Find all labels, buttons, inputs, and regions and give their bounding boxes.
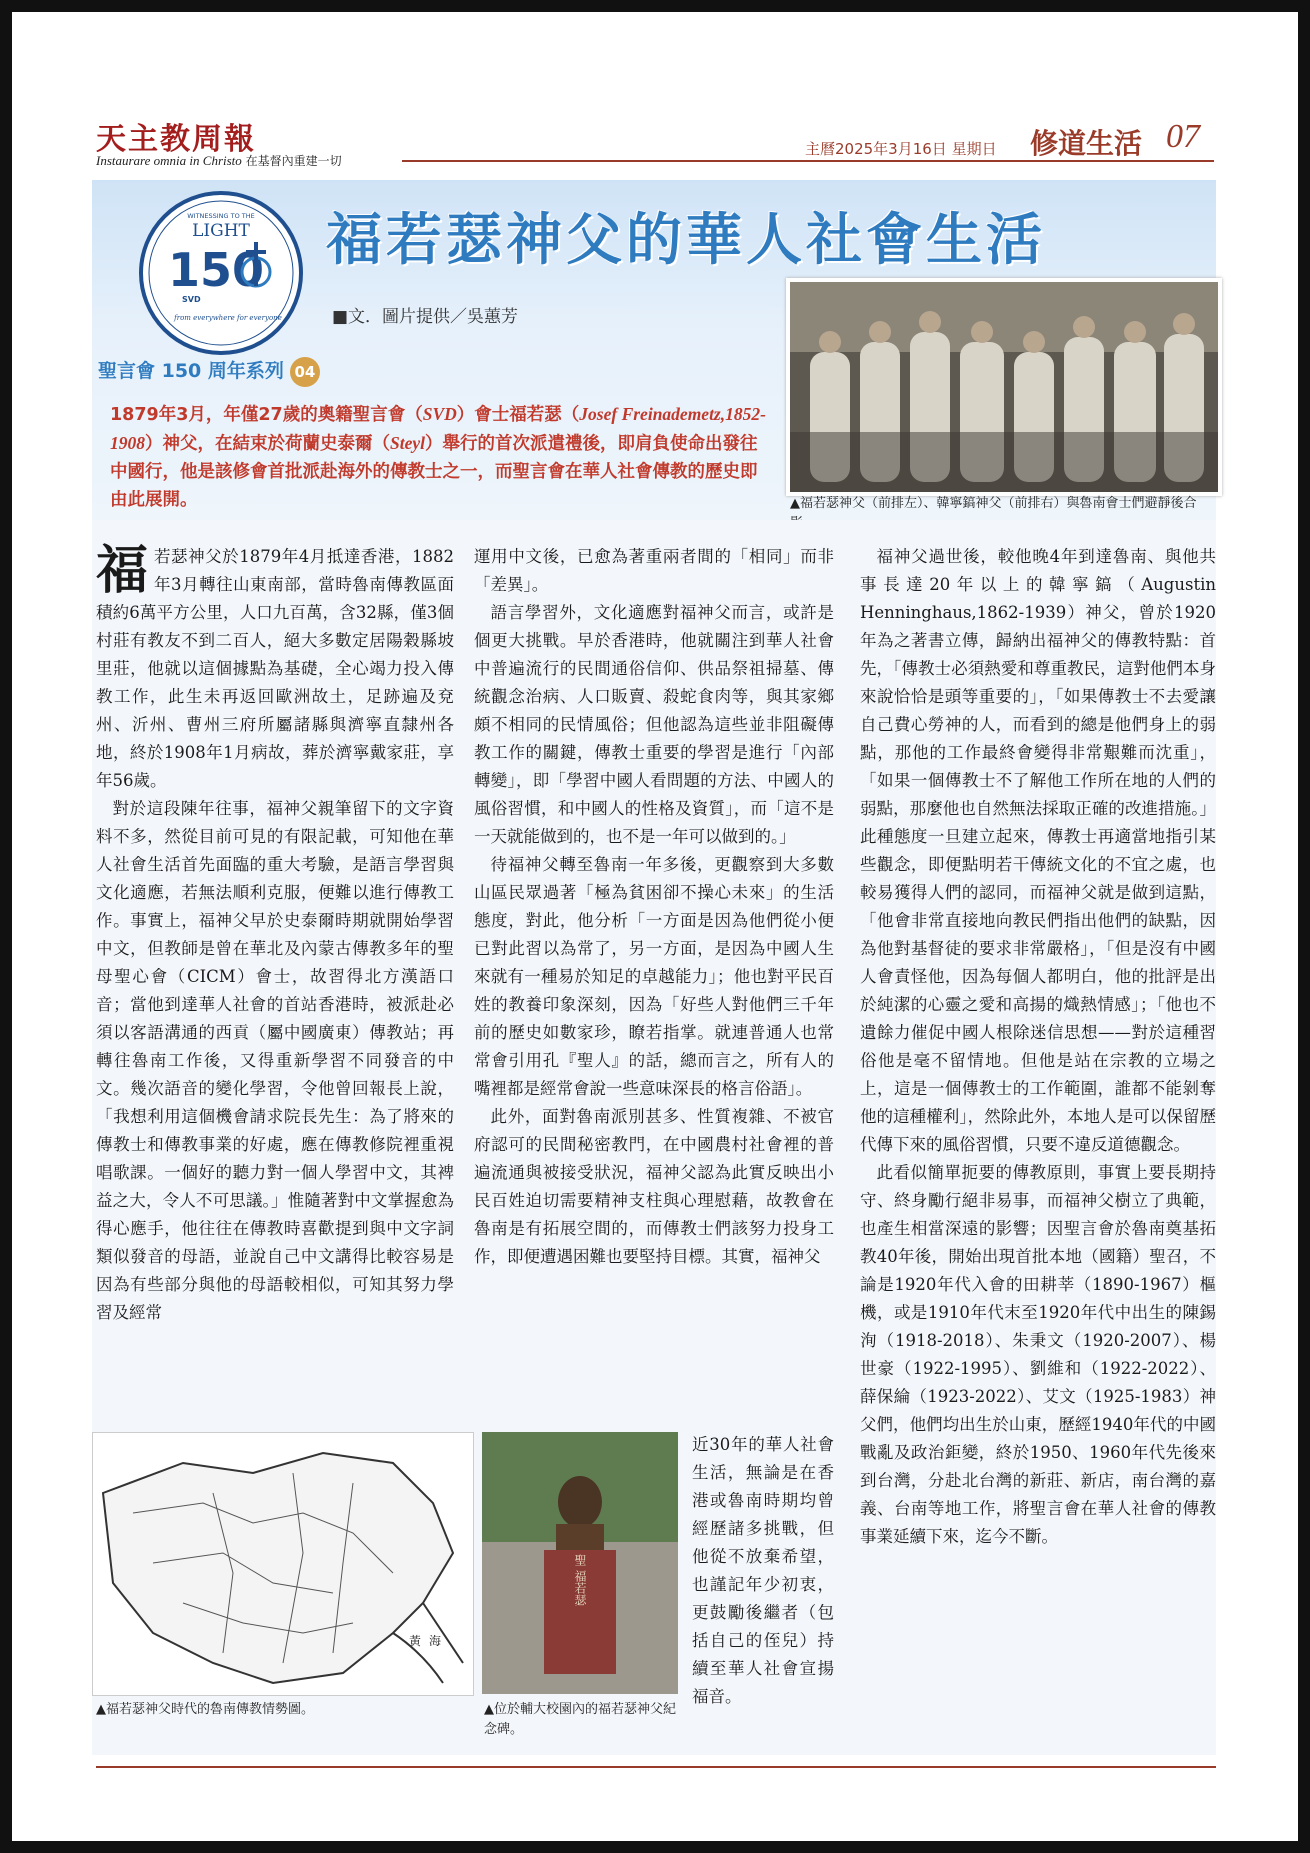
paragraph: 待福神父轉至魯南一年多後，更觀察到大多數山區民眾過著「極為貧困卻不操心未來」的生活態度，對此，他分析「一方面是因為他們從小便已對此習以為常了，另一方面，是因為中國人生來就有一種易於知足的卓越能力」；他也對平民百姓的教養印象深刻，因為「好些人對他們三千年前的歷史如數家珍，瞭若指掌。就連普通人也常常會引用孔『聖人』的話，總而言之，所有人的嘴裡都是經常會說一些意味深長的格言俗語」。 bbox=[474, 855, 834, 1098]
monument-caption: ▲位於輔大校園內的福若瑟神父紀念碑。 bbox=[484, 1702, 676, 1737]
group-photo bbox=[786, 278, 1222, 496]
logo-light-text: LIGHT bbox=[192, 221, 250, 241]
paragraph: 此外，面對魯南派別甚多、性質複雜、不被官府認可的民間秘密教門，在中國農村社會裡的普遍流通與被接受狀況，福神父認為此實反映出小民百姓迫切需要精神支柱與心理慰藉，故教會在魯南是有拓展空間的，而傳教士們該努力投身工作，即便遭遇困難也要堅持目標。其實，福神父 bbox=[474, 1107, 834, 1266]
paragraph: 語言學習外，文化適應對福神父而言，或許是個更大挑戰。早於香港時，他就關注到華人社會中普遍流行的民間通俗信仰、供品祭祖掃墓、傳統觀念治病、人口販賣、殺蛇食肉等，與其家鄉頗不相同的民情風俗；但他認為這些並非阻礙傳教工作的關鍵，傳教士重要的學習是進行「內部轉變」，即「學習中國人看問題的方法、中國人的風俗習慣，和中國人的性格及資質」，而「這不是一天就能做到的，也不是一年可以做到的。」 bbox=[474, 603, 834, 846]
series-label bbox=[98, 356, 320, 387]
logo-script-text: from everywhere for everyone bbox=[174, 314, 282, 322]
article-lead: 1879年3月，年僅27歲的奧籍聖言會（SVD）會士福若瑟（Josef Freinademetz,1852-1908）神父，在結束於荷蘭史泰爾（Steyl）舉行的首次派遣禮後，即肩負使命出發往中國行，他是該修會首批派赴海外的傳教士之一，而聖言會在華人社會傳教的歷史即由此展開。 bbox=[110, 404, 766, 510]
logo-top-text: WITNESSING TO THE bbox=[187, 212, 255, 220]
map-label-sea: 海 bbox=[429, 1634, 442, 1648]
paragraph: 福若瑟神父於1879年4月抵達香港，1882年3月轉往山東南部，當時魯南傳教區面積約6萬平方公里，人口九百萬，含32縣，僅3個村莊有教友不到二百人，絕大多數定居陽穀縣坡里莊，他就以這個據點為基礎，全心竭力投入傳教工作，此生未再返回歐洲故土，足跡遍及兗州、沂州、曹州三府所屬諸縣與濟寧直隸州各地，終於1908年1月病故，葬於濟寧戴家莊，享年56歲。 bbox=[96, 543, 454, 790]
monument-photo bbox=[482, 1432, 678, 1694]
section-title: 修道生活 bbox=[1030, 127, 1143, 160]
logo-150-text: 150 bbox=[167, 243, 265, 297]
monument-inscription: 聖 福若瑟 bbox=[573, 1554, 587, 1606]
svd-150-logo bbox=[138, 190, 304, 356]
issue-date: 主曆2025年3月16日 星期日 bbox=[805, 140, 997, 158]
footer-rule bbox=[96, 1766, 1216, 1768]
paragraph: 近30年的華人社會生活，無論是在香港或魯南時期均曾經歷諸多挑戰，但他從不放棄希望，也謹記年少初衷，更鼓勵後繼者（包括自己的侄兒）持續至華人社會宣揚福音。 bbox=[692, 1435, 834, 1706]
motto-latin: Instaurare omnia in Christo bbox=[96, 153, 242, 168]
group-photo-figures bbox=[790, 282, 1218, 492]
monument-drawing bbox=[482, 1432, 678, 1694]
drop-cap: 福 bbox=[96, 543, 149, 601]
paragraph: 此看似簡單扼要的傳教原則，事實上要長期持守、終身勵行絕非易事，而福神父樹立了典範，也產生相當深遠的影響；因聖言會於魯南奠基拓教40年後，開始出現首批本地（國籍）聖召，不論是1920年代入會的田耕莘（1890-1967）樞機，或是1910年代末至1920年代中出生的陳錫洵（1918-2018）、朱秉文（1920-2007）、楊世豪（1922-1995）、劉維和（1922-2022）、薛保綸（1923-2022）、艾文（1925-1983）神父們，他們均出生於山東，歷經1940年代的中國戰亂及政治鉅變，終於1950、1960年代先後來到台灣，分赴北台灣的新莊、新店，南台灣的嘉義、台南等地工作，將聖言會在華人社會的傳教事業延續下來，迄今不斷。 bbox=[860, 1163, 1216, 1546]
map-caption: ▲福若瑟神父時代的魯南傳教情勢圖。 bbox=[96, 1702, 314, 1717]
series-title: 聖言會 150 周年系列 bbox=[98, 360, 284, 382]
series-number-badge: 04 bbox=[290, 357, 320, 387]
mission-map bbox=[92, 1432, 474, 1696]
article-byline: ■文．圖片提供／吳蕙芳 bbox=[332, 307, 519, 327]
article-headline: 福若瑟神父的華人社會生活 bbox=[326, 207, 1046, 273]
paragraph: 運用中文後，已愈為著重兩者間的「相同」而非「差異」。 bbox=[474, 547, 834, 594]
body-column-1 bbox=[96, 543, 454, 1383]
newspaper-motto bbox=[96, 152, 342, 169]
body-column-2 bbox=[474, 543, 834, 1431]
motto-chinese: 在基督內重建一切 bbox=[245, 154, 342, 168]
page-number: 07 bbox=[1166, 118, 1200, 155]
map-label-yellow: 黃 bbox=[409, 1634, 422, 1648]
newspaper-logo: 天主教周報 bbox=[96, 122, 256, 157]
paragraph: 福神父過世後，較他晚4年到達魯南、與他共事長達20年以上的韓寧鎬（Augustin Henninghaus,1862-1939）神父，曾於1920年為之著書立傳，歸納出福神父的傳教特點：首先，「傳教士必須熱愛和尊重教民，這對他們本身來說恰恰是頭等重要的」，「如果傳教士不去愛讓自己費心勞神的人，而看到的總是他們身上的弱點，那他的工作最終會變得非常艱難而沈重」，「如果一個傳教士不了解他工作所在地的人們的弱點，那麼他也自然無法採取正確的改進措施。」此種態度一旦建立起來，傳教士再適當地指引某些觀念，即便點明若干傳統文化的不宜之處，也較易獲得人們的認同，而福神父就是做到這點，「他會非常直接地向教民們指出他們的缺點，因為他對基督徒的要求非常嚴格」，「但是沒有中國人會責怪他，因為每個人都明白，他的批評是出於純潔的心靈之愛和高揚的熾熱情感」；「他也不遺餘力催促中國人根除迷信思想——對於這種習俗他是毫不留情地。但他是站在宗教的立場之上，這是一個傳教士的工作範圍，誰都不能剝奪他的這種權利」，然除此外，本地人是可以保留歷代傳下來的風俗習慣，只要不違反道德觀念。 bbox=[860, 547, 1216, 1154]
body-column-3 bbox=[860, 543, 1216, 1727]
logo-svd-text: SVD bbox=[182, 295, 201, 304]
paragraph: 對於這段陳年往事，福神父親筆留下的文字資料不多，然從目前可見的有限記載，可知他在華人社會生活首先面臨的重大考驗，是語言學習與文化適應，若無法順利克服，便難以進行傳教工作。事實上，福神父早於史泰爾時期就開始學習中文，但教師是曾在華北及內蒙古傳教多年的聖母聖心會（CICM）會士，故習得北方漢語口音；當他到達華人社會的首站香港時，被派赴必須以客語溝通的西貢（屬中國廣東）傳教站；再轉往魯南工作後，又得重新學習不同發音的中文。幾次語音的變化學習，令他曾回報長上說，「我想利用這個機會請求院長先生：為了將來的傳教士和傳教事業的好處，應在傳教修院裡重視唱歌課。一個好的聽力對一個人學習中文，其裨益之大，令人不可思議。」惟隨著對中文掌握愈為得心應手，他往往在傳教時喜歡提到與中文字詞類似發音的母語，並說自己中文講得比較容易是因為有些部分與他的母語較相似，可知其努力學習及經常 bbox=[96, 799, 454, 1322]
group-photo-caption: ▲福若瑟神父（前排左）、韓寧鎬神父（前排右）與魯南會士們避靜後合 bbox=[790, 496, 1197, 511]
body-column-2-continued bbox=[692, 1431, 834, 1719]
mission-map-drawing bbox=[93, 1433, 473, 1695]
